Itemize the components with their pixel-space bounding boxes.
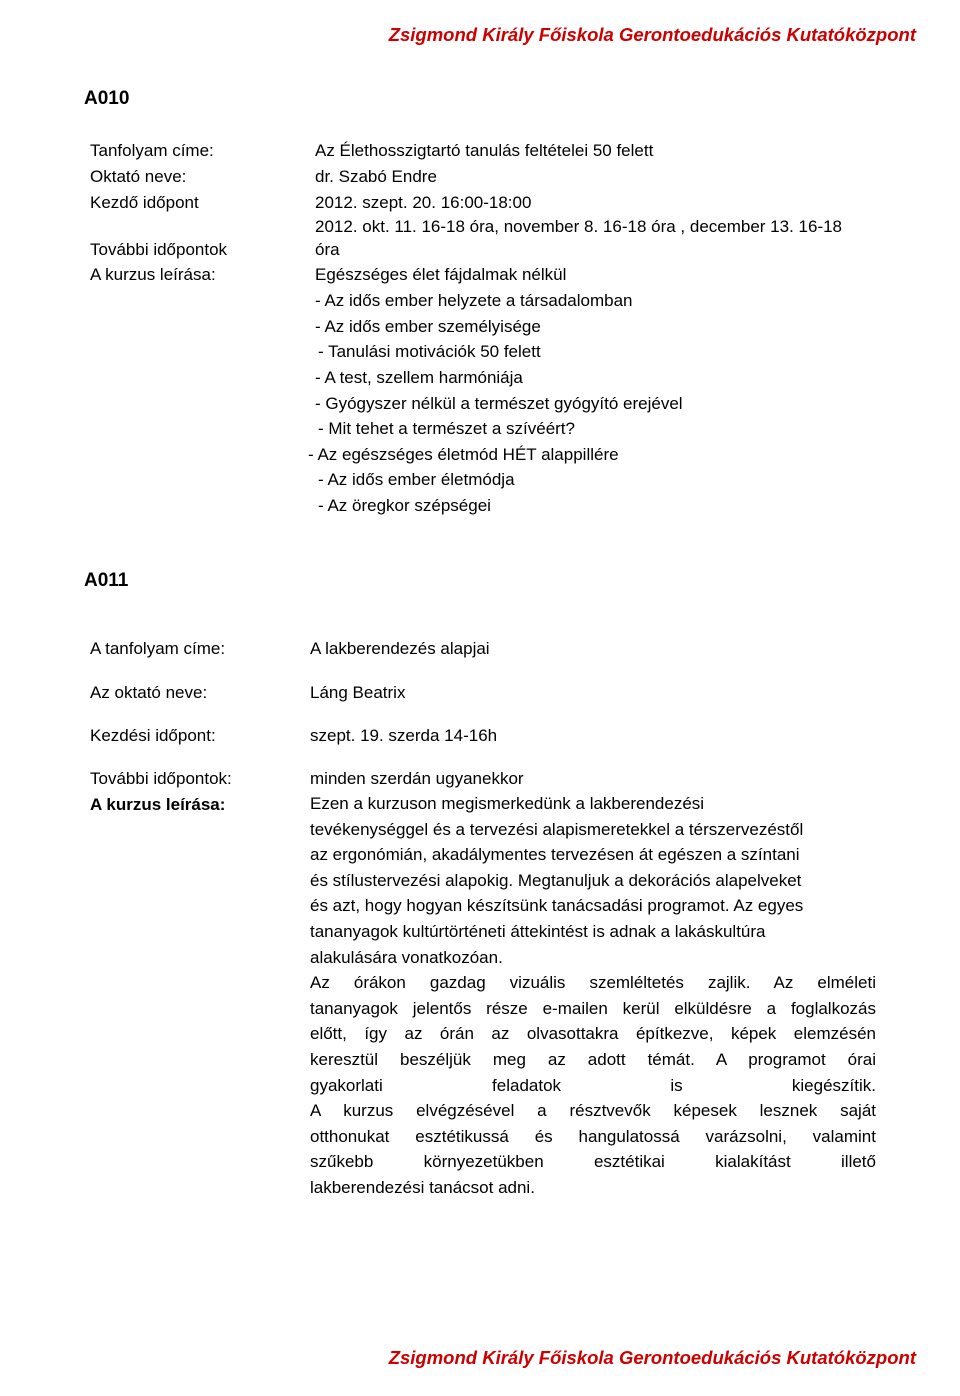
a010-more-label: További időpontok [90, 240, 228, 259]
a011-desc-line: tevékenységgel és a tervezési alapismeretekkel a térszervezéstől [310, 819, 804, 839]
a011-desc-line: előtt, így az órán az olvasottakra építkezve, képek elemzésén [310, 1024, 876, 1044]
a011-instructor-label: Az oktató neve: [90, 683, 208, 702]
a010-start-value: 2012. szept. 20. 16:00-18:00 [315, 193, 532, 212]
a010-topic: - Tanulási motivációk 50 felett [318, 342, 541, 361]
a011-desc-line: Ezen a kurzuson megismerkedünk a lakberendezési [310, 794, 705, 813]
a010-topic: - Az idős ember életmódja [318, 470, 515, 489]
a010-topic: - A test, szellem harmóniája [315, 368, 523, 387]
a011-desc-line: otthonukat esztétikussá és hangulatossá varázsolni, valamint [310, 1126, 876, 1146]
a011-desc-line: és stílustervezési alapokig. Megtanuljuk a dekorációs alapelveket [310, 870, 802, 890]
a011-desc-line: szűkebb környezetükben esztétikai kialakítást illető [310, 1152, 876, 1172]
a011-desc-line: Az órákon gazdag vizuális szemléltetés zajlik. Az elméleti [310, 973, 876, 993]
a011-desc-line: alakulására vonatkozóan. [310, 947, 503, 967]
a011-desc-line: A kurzus elvégzésével a résztvevők képesek lesznek saját [310, 1101, 876, 1121]
a011-desc-line: tananyagok jelentős része e-mailen kerül elküldésre a foglalkozás [310, 998, 876, 1018]
a010-title-value: Az Élethosszigtartó tanulás feltételei 50 felett [315, 141, 654, 160]
a011-desc-line: az ergonómián, akadálymentes tervezésen át egészen a színtani [310, 845, 800, 865]
a010-desc-title: Egészséges élet fájdalmak nélkül [315, 265, 567, 284]
a011-start-label: Kezdési időpont: [90, 726, 216, 745]
a010-topic: - Az idős ember helyzete a társadalomban [315, 291, 633, 310]
a011-title-label: A tanfolyam címe: [90, 639, 226, 658]
a011-desc-line: gyakorlati feladatok is kiegészítik. [310, 1075, 876, 1095]
a011-title-value: A lakberendezés alapjai [310, 639, 490, 658]
a010-instructor-value: dr. Szabó Endre [315, 167, 437, 186]
a011-desc-label: A kurzus leírása: [90, 795, 226, 814]
a010-start-label: Kezdő időpont [90, 193, 199, 212]
footer-institution: Zsigmond Király Főiskola Gerontoedukációs Kutatóközpont [388, 1347, 916, 1368]
a010-topic: - Gyógyszer nélkül a természet gyógyító erejével [315, 394, 683, 413]
a010-more-value-line1: 2012. okt. 11. 16-18 óra, november 8. 16-18 óra , december 13. 16-18 [315, 217, 843, 236]
a011-desc-line: lakberendezési tanácsot adni. [310, 1177, 535, 1197]
a011-desc-line: és azt, hogy hogyan készítsünk tanácsadási programot. Az egyes [310, 896, 804, 916]
a010-topic: - Az idős ember személyisége [315, 317, 541, 336]
a011-instructor-value: Láng Beatrix [310, 683, 406, 702]
a011-more-label: További időpontok: [90, 769, 232, 788]
header-institution: Zsigmond Király Főiskola Gerontoedukációs Kutatóközpont [388, 24, 916, 45]
a011-desc-line: keresztül beszéljük meg az adott témát. A programot órai [310, 1049, 876, 1069]
a010-more-value-line2: óra [315, 240, 340, 259]
a011-desc-line: tananyagok kultúrtörténeti áttekintést is adnak a lakáskultúra [310, 921, 766, 941]
a011-more-value: minden szerdán ugyanekkor [310, 769, 524, 788]
a010-instructor-label: Oktató neve: [90, 167, 187, 186]
a010-topic: - Mit tehet a természet a szívéért? [318, 419, 575, 438]
course-code-a011: A011 [84, 570, 129, 591]
a011-description [310, 791, 876, 1201]
a010-desc-label: A kurzus leírása: [90, 265, 216, 284]
a011-start-value: szept. 19. szerda 14-16h [310, 726, 498, 745]
course-code-a010: A010 [84, 88, 130, 109]
a010-topic: - Az egészséges életmód HÉT alappillére [308, 445, 619, 464]
a010-title-label: Tanfolyam címe: [90, 141, 214, 160]
a010-topic: - Az öregkor szépségei [318, 496, 491, 515]
